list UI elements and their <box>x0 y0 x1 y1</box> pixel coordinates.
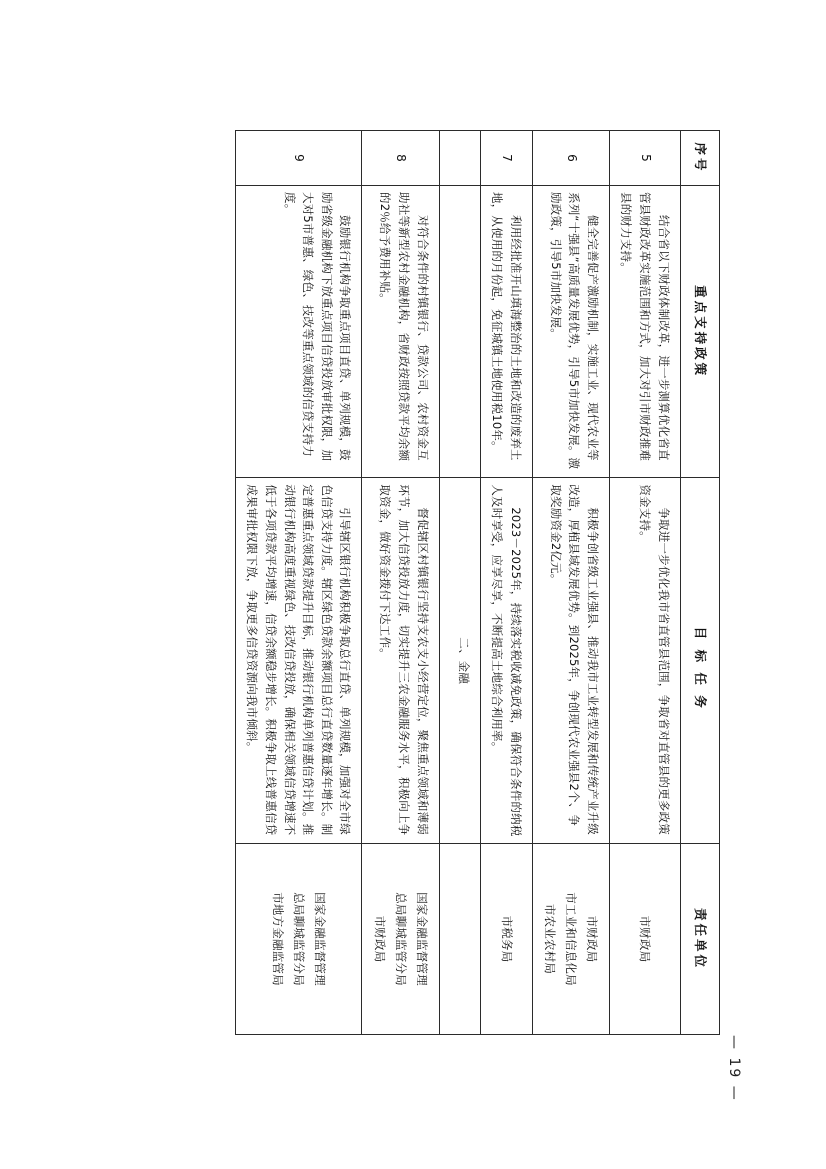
unit-name: 国家金融监督管理 <box>312 892 327 986</box>
policy-table <box>235 130 720 1035</box>
header-target-task: 目 标 任 务 <box>680 478 719 844</box>
section-blank-unit <box>439 844 480 1035</box>
unit-name: 国家金融监督管理 <box>414 892 429 986</box>
serial-number-value: 7 <box>499 154 514 162</box>
header-serial-number: 序号 <box>680 131 719 186</box>
serial-number-value: 9 <box>292 154 307 162</box>
policy-text: 鼓励银行机构争取重点项目直贷、单列规模，鼓励省级金融机构下放重点项目信贷投放审批权限，加大对5市普惠、绿色、技改等重点领域的信贷支持力度。 <box>282 192 353 462</box>
unit-name: 市财政局 <box>638 915 653 963</box>
row-target-task <box>362 478 439 844</box>
row-responsible-unit <box>362 844 439 1035</box>
policy-text: 结合省以下财政体制改革，进一步测算优化省直管县财政改革实施范围和方式，加大对引市财政推难县的财力支持。 <box>619 192 671 462</box>
policy-text: 利用经批准开山填海整治的土地和改造的废弃土地，从使用的月份起，免征城镇土地使用税10年。 <box>490 192 523 461</box>
unit-name: 市税务局 <box>499 915 514 963</box>
row-target-task <box>532 478 609 844</box>
task-text: 争取进一步优化我市省直管县范围，争取省对直管县的更多政策资金支持。 <box>638 484 671 835</box>
row-target-task <box>609 478 680 844</box>
task-text: 积极争创省级工业强县、推动我市工业转型发展和传统产业升级改造，厚植县域发展优势。到2025年，争创现代农业强县2个、争取奖励资金2亿元。 <box>548 484 600 835</box>
row-key-policy <box>480 186 532 478</box>
row-key-policy <box>235 186 362 478</box>
task-text: 引导辖区银行机构积极争取总行直贷、单列规模，加强对全市绿色信贷支持力度。辖区绿色贷款余额项目总行直贷数量逐年增长。制定普惠重点领域贷款提升目标，推动银行机构单列普惠信贷计划。推动银行机构高度重视绿色、技改信贷投放，确保相关领域信贷增速不低于各项贷款平均增速，信贷余额稳步增长。积极争取上线普惠信贷成果审批权限下放，争取更多信贷资源向我市倾斜。 <box>245 484 353 836</box>
task-text: 督促辖区村镇银行坚持支农支小经营定位，聚焦重点领域和薄弱环节，加大信贷投放力度，切实提升三农金融服务水平，积极向上争取资金，做好资金拨付下达工作。 <box>378 484 430 836</box>
section-blank-serial <box>439 131 480 186</box>
header-key-policy: 重点支持政策 <box>680 186 719 478</box>
policy-text: 对符合条件的村镇银行、贷款公司、农村资金互助社等新型农村金融机构，省财政按照贷款平均余额的2％给予费用补贴。 <box>378 192 430 462</box>
table-body <box>235 131 680 1035</box>
row-serial-number <box>609 131 680 186</box>
section-blank-policy <box>439 186 480 478</box>
section-title-cell <box>439 478 480 844</box>
unit-name: 市地方金融监管局 <box>271 892 286 986</box>
page-number: — 19 — <box>726 1035 742 1102</box>
row-key-policy <box>532 186 609 478</box>
row-serial-number <box>480 131 532 186</box>
row-responsible-unit <box>609 844 680 1035</box>
table-row <box>480 131 532 1035</box>
row-responsible-unit <box>532 844 609 1035</box>
policy-text: 健全完善促产激励机制，实施工业、现代农业等系列“十强县”高质量发展优势，引导5市加快发展。激励政策，引导5市加快发展。 <box>548 192 600 470</box>
header-responsible-unit: 责任单位 <box>680 844 719 1035</box>
table-row <box>532 131 609 1035</box>
unit-name: 总局聊城监管分局 <box>393 892 408 986</box>
unit-name: 总局聊城监管分局 <box>291 892 306 986</box>
unit-name: 市财政局 <box>373 915 388 963</box>
unit-name: 市财政局 <box>584 915 599 963</box>
task-text: 2023－2025年，持续落实税收减免政策，确保符合条件的纳税人及时享受，应享尽享，不断提高土地综合利用率。 <box>490 484 523 837</box>
table-row <box>362 131 439 1035</box>
table-row <box>235 131 362 1035</box>
row-responsible-unit <box>480 844 532 1035</box>
row-serial-number <box>235 131 362 186</box>
row-target-task <box>235 478 362 844</box>
serial-number-value: 5 <box>638 154 653 162</box>
section-title: 二、金融 <box>456 637 471 685</box>
table-header <box>680 131 719 1035</box>
unit-name: 市农业农村局 <box>543 903 558 975</box>
section-divider-row <box>439 131 480 1035</box>
table-row <box>609 131 680 1035</box>
table-header-row <box>680 131 719 1035</box>
unit-name: 市工业和信息化局 <box>564 892 579 986</box>
rotated-page-content <box>100 130 720 1035</box>
serial-number-value: 6 <box>564 154 579 162</box>
row-key-policy <box>609 186 680 478</box>
row-key-policy <box>362 186 439 478</box>
row-serial-number <box>532 131 609 186</box>
serial-number-value: 8 <box>394 154 409 162</box>
row-target-task <box>480 478 532 844</box>
row-serial-number <box>362 131 439 186</box>
row-responsible-unit <box>235 844 362 1035</box>
